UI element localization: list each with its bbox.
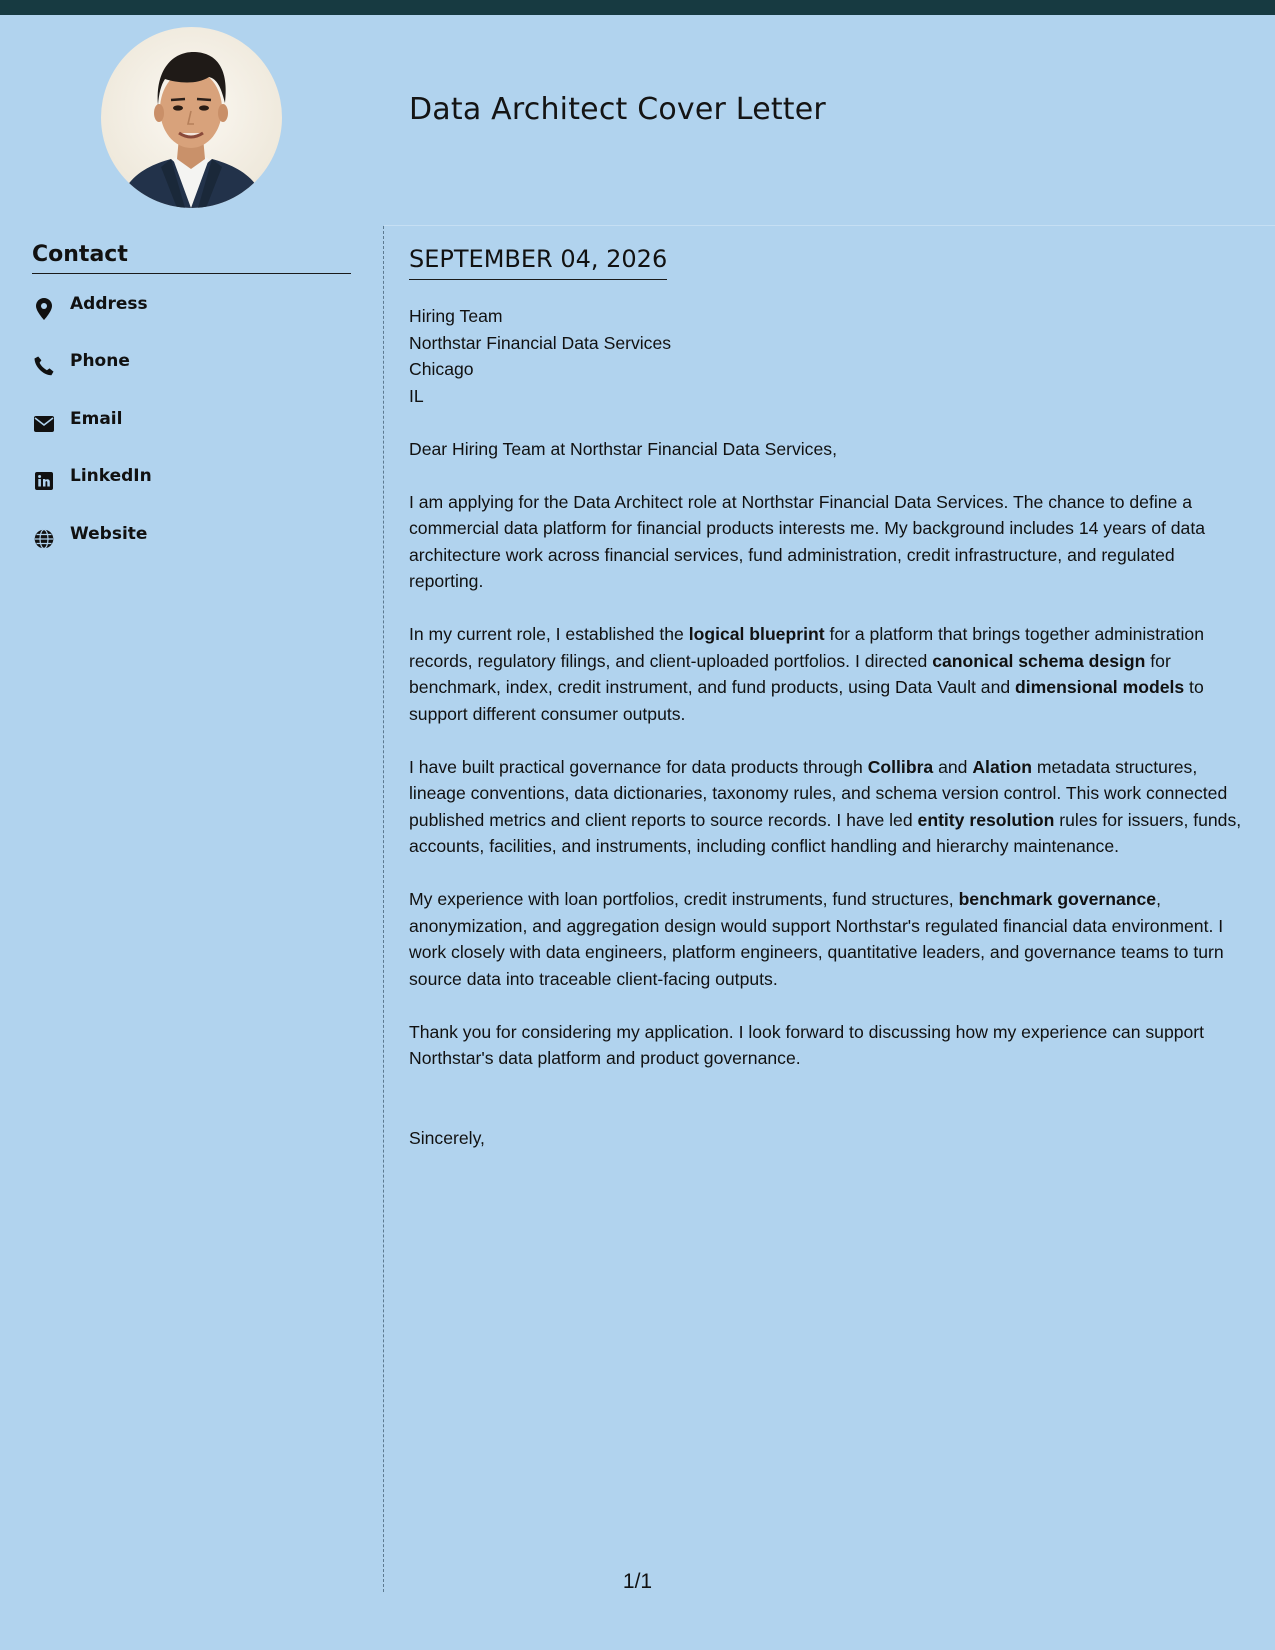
contact-label: Phone — [70, 351, 130, 372]
portrait-photo — [101, 27, 282, 208]
contact-list — [32, 280, 342, 568]
emphasis-text: entity resolution — [917, 809, 1055, 830]
header-divider — [384, 225, 1275, 226]
contact-item-email[interactable] — [32, 395, 342, 453]
avatar — [101, 27, 282, 208]
paragraph-thanks: Thank you for considering my application. I look forward to discussing how my experience can support Northstar's data platform and product governance. — [409, 1021, 1205, 1068]
emphasis-text: canonical schema design — [932, 650, 1146, 671]
contact-item-phone[interactable] — [32, 338, 342, 396]
recipient-line: Hiring Team — [409, 306, 503, 326]
recipient-block — [409, 303, 1251, 409]
contact-label: LinkedIn — [70, 466, 152, 487]
letter-body — [409, 303, 1251, 1178]
document-title: Data Architect Cover Letter — [409, 92, 826, 127]
paragraph-experience: My experience with loan portfolios, credit instruments, fund structures, benchmark governance, anonymization, and aggregation design would support Northstar's regulated financial data environment. I work closely with data engineers, platform engineers, quantitative leaders, and governance teams to turn source data into traceable client-facing outputs. — [409, 889, 1224, 989]
emphasis-text: logical blueprint — [688, 624, 825, 644]
paragraph-governance: I have built practical governance for data products through Collibra and Alation metadata structures, lineage conventions, data dictionaries, taxonomy rules, and schema version control. This work connected published metrics and client reports to source records. I have led entity resolution rules for issuers, funds, accounts, facilities, and instruments, including conflict handling and hierarchy maintenance. — [409, 756, 1242, 856]
paragraph-intro: I am applying for the Data Architect role at Northstar Financial Data Services. The chance to define a commercial data platform for financial products interests me. My background includes 14 years of data architecture work across financial services, fund administration, credit infrastructure, and regulated reporting. — [409, 491, 1206, 591]
contact-label: Website — [70, 523, 148, 544]
contact-item-address[interactable] — [32, 280, 342, 338]
emphasis-text: Collibra — [867, 756, 934, 777]
recipient-state: IL — [409, 385, 424, 406]
contact-item-website[interactable] — [32, 510, 342, 568]
recipient-company: Northstar Financial Data Services — [409, 332, 672, 353]
emphasis-text: Alation — [972, 756, 1032, 777]
envelope-icon — [32, 412, 56, 436]
recipient-city: Chicago — [409, 359, 474, 379]
linkedin-icon — [32, 469, 56, 493]
top-band — [0, 0, 1275, 15]
closing: Sincerely, — [409, 1127, 485, 1148]
emphasis-text: dimensional models — [1015, 677, 1185, 697]
phone-icon — [32, 354, 56, 378]
contact-heading: Contact — [32, 241, 351, 274]
map-pin-icon — [32, 297, 56, 321]
emphasis-text: benchmark governance — [958, 889, 1157, 909]
column-divider — [383, 226, 384, 1592]
contact-label: Address — [70, 293, 148, 314]
contact-item-linkedin[interactable] — [32, 453, 342, 511]
globe-icon — [32, 527, 56, 551]
page-number: 1/1 — [622, 1570, 653, 1593]
letter-date: SEPTEMBER 04, 2026 — [409, 245, 667, 280]
salutation: Dear Hiring Team at Northstar Financial Data Services, — [409, 438, 837, 459]
paragraph-current-role: In my current role, I established the logical blueprint for a platform that brings together administration records, regulatory filings, and client-uploaded portfolios. I directed canonical schema design for benchmark, index, credit instrument, and fund products, using Data Vault and dimensional models to support different consumer outputs. — [409, 624, 1204, 724]
contact-label: Email — [70, 408, 123, 429]
